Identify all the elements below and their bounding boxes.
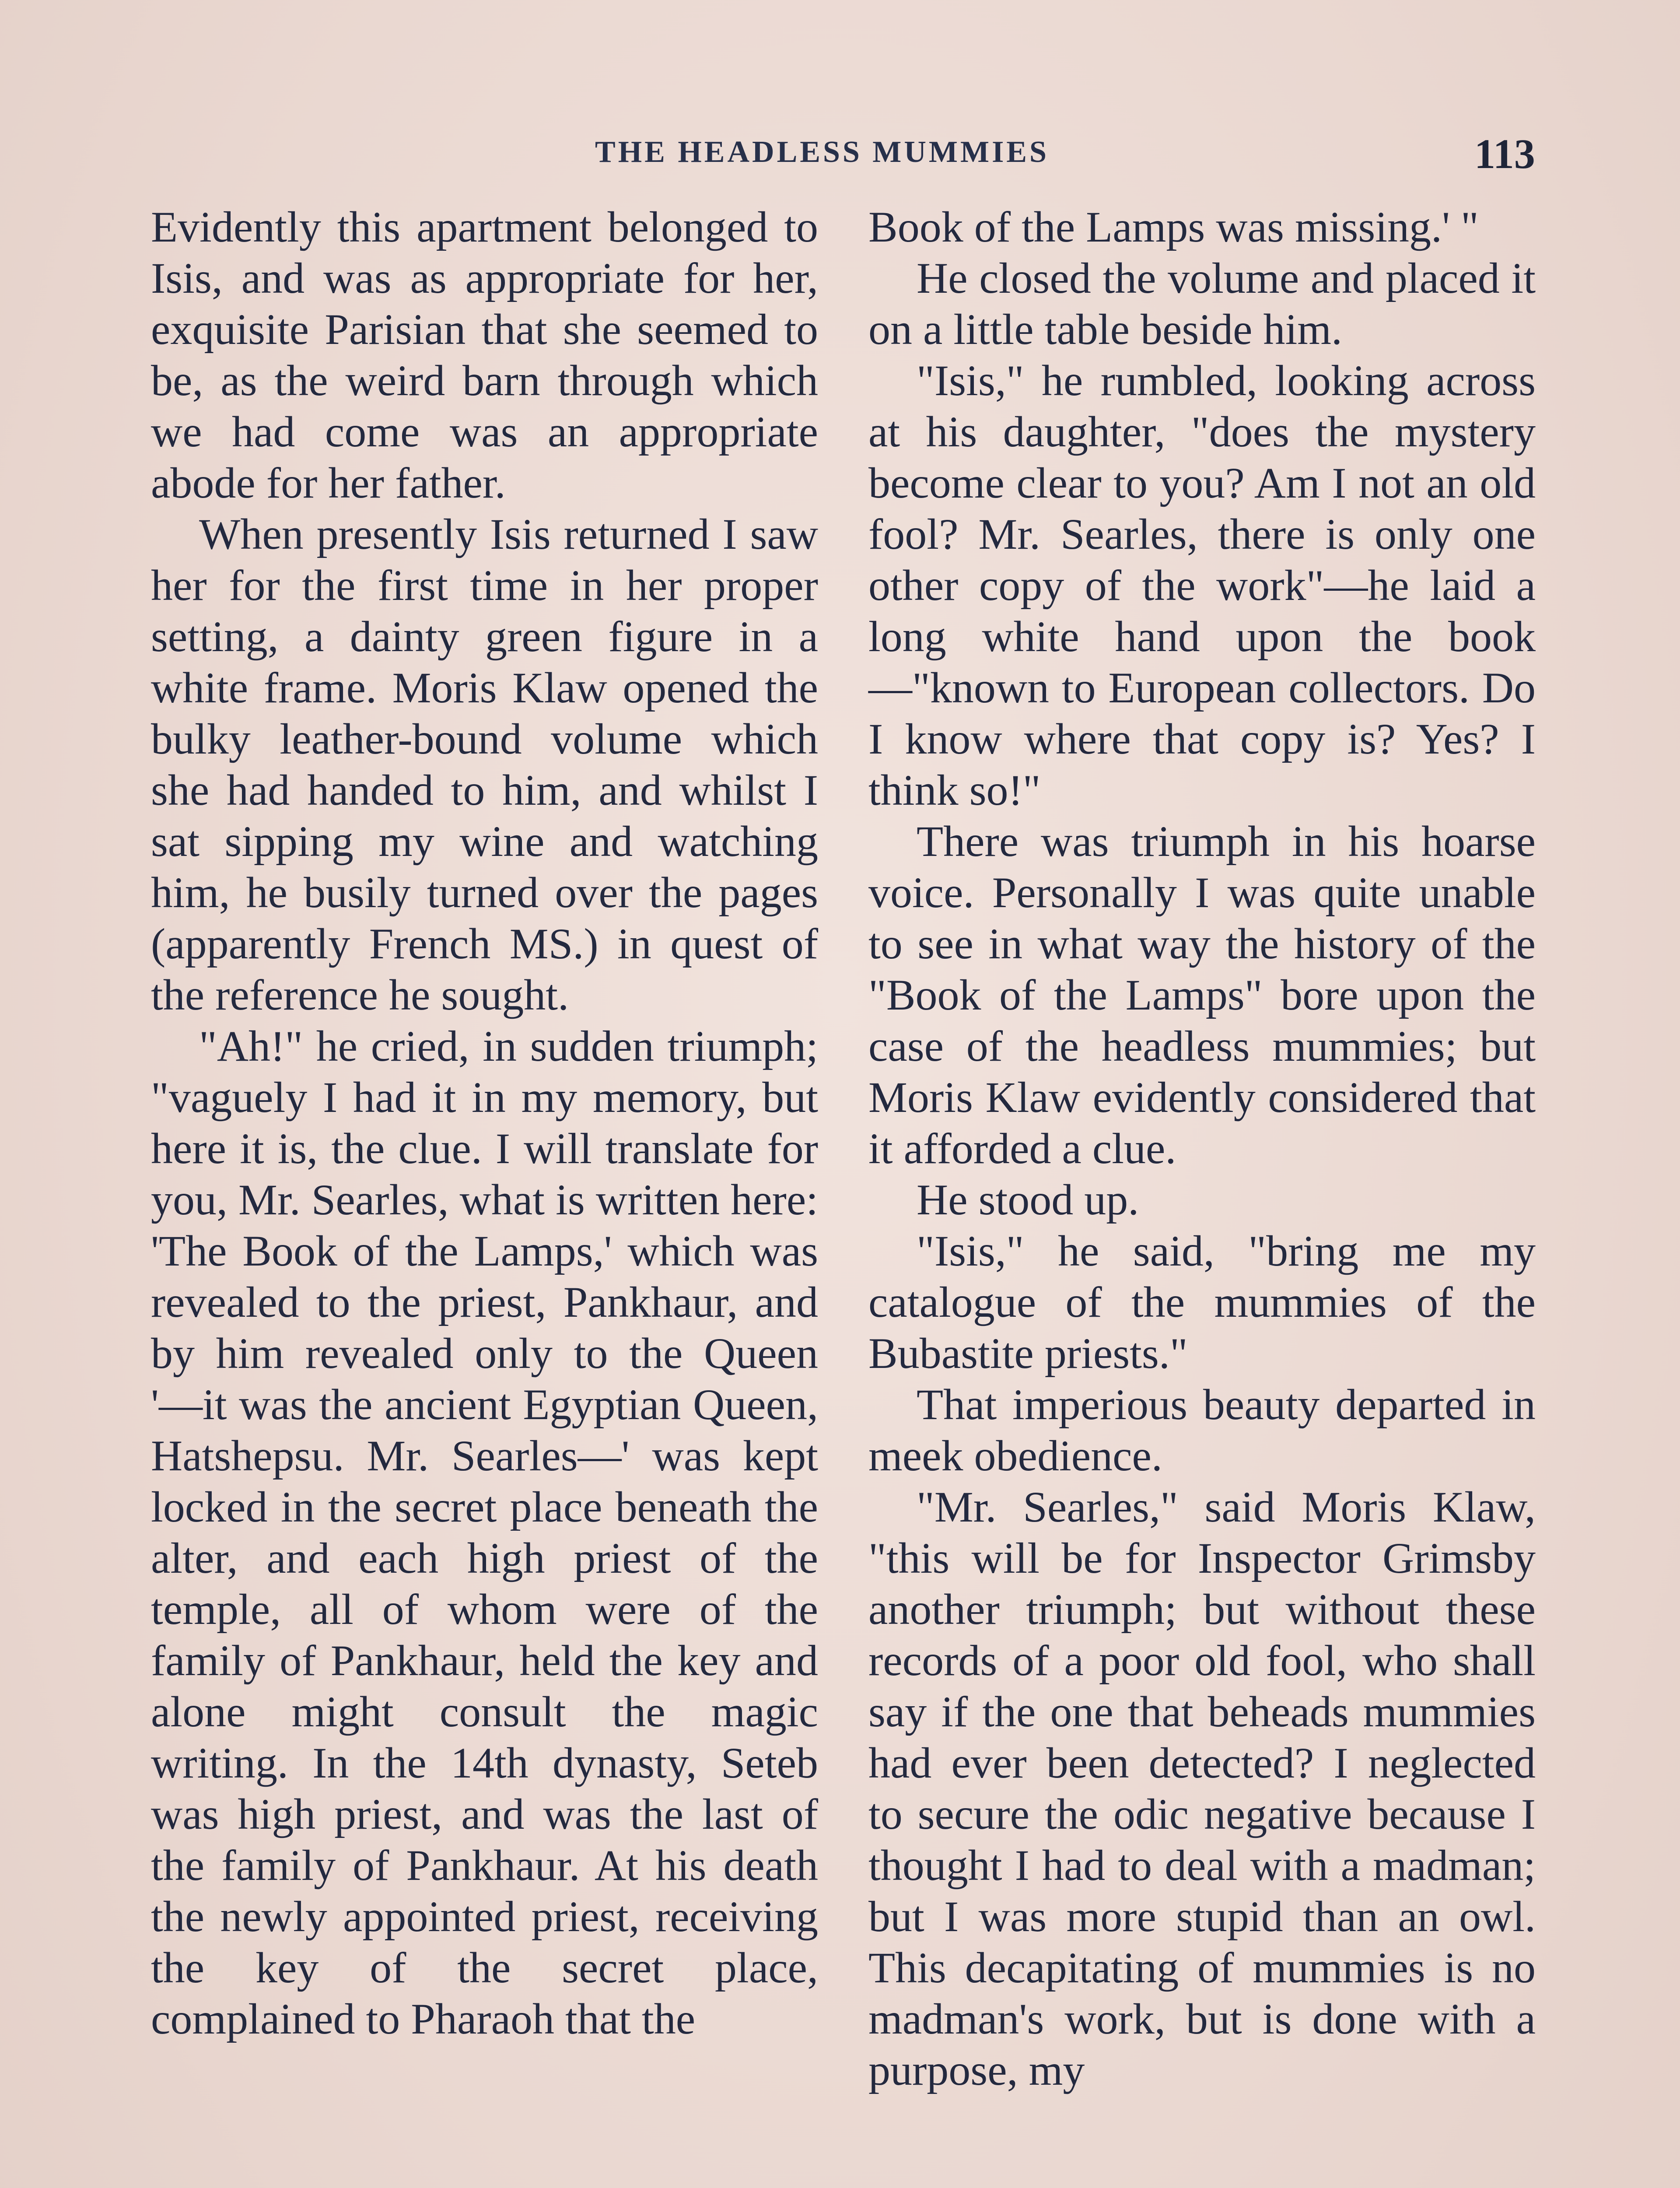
paragraph: That imperious beauty departed in meek obedience. [868,1380,1536,1480]
page-header [0,130,1680,182]
paragraph: Evidently this apartment belonged to Isis, and was as appropriate for her, exquisite Parisian that she seemed to be, as the weird barn through which we had come was an appropriate abode for her father. [151,203,818,507]
paragraph: He stood up. [917,1175,1139,1224]
left-text-column [151,201,818,2044]
paragraph: "Isis," he rumbled, looking across at his daughter, "does the mystery become clear to you? Am I not an old fool? Mr. Searles, there is only one other copy of the work"—he laid a long white hand upon the book—"known to European collectors. Do I know where that copy is? Yes? I think so!" [868,356,1536,814]
paragraph: There was triumph in his hoarse voice. Personally I was quite unable to see in what way the history of the "Book of the Lamps" bore upon the case of the headless mummies; but Moris Klaw evidently considered that it afforded a clue. [868,817,1536,1173]
paragraph: "Mr. Searles," said Moris Klaw, "this will be for Inspector Grimsby another triumph; but without these records of a poor old fool, who shall say if the one that beheads mummies had ever been detected? I neglected to secure the odic negative because I thought I had to deal with a madman; but I was more stupid than an owl. This decapitating of mummies is no madman's work, but is done with a purpose, my [868,1483,1536,2094]
paragraph: "Isis," he said, "bring me my catalogue of the mummies of the Bubastite priests." [868,1227,1536,1378]
page-number: 113 [1474,130,1535,177]
paragraph: When presently Isis returned I saw her for the first time in her proper setting, a dainty green figure in a white frame. Moris Klaw opened the bulky leather-bound volume which she had handed to him, and whilst I sat sipping my wine and watching him, he busily turned over the pages (apparently French MS.) in quest of the reference he sought. [151,510,818,1019]
paragraph: Book of the Lamps was missing.' " [868,203,1479,251]
paragraph: He closed the volume and placed it on a little table beside him. [868,254,1536,354]
right-text-column [868,201,1536,2096]
paragraph: "Ah!" he cried, in sudden triumph; "vaguely I had it in my memory, but here it is, the clue. I will translate for you, Mr. Searles, what is written here: 'The Book of the Lamps,' which was revealed to the priest, Pankhaur, and by him revealed only to the Queen '—it was the ancient Egyptian Queen, Hatshepsu. Mr. Searles—' was kept locked in the secret place beneath the alter, and each high priest of the temple, all of whom were of the family of Pankhaur, held the key and alone might consult the magic writing. In the 14th dynasty, Seteb was high priest, and was the last of the family of Pankhaur. At his death the newly appointed priest, receiving the key of the secret place, complained to Pharaoh that the [151,1022,818,2043]
running-head: THE HEADLESS MUMMIES [595,135,1049,169]
